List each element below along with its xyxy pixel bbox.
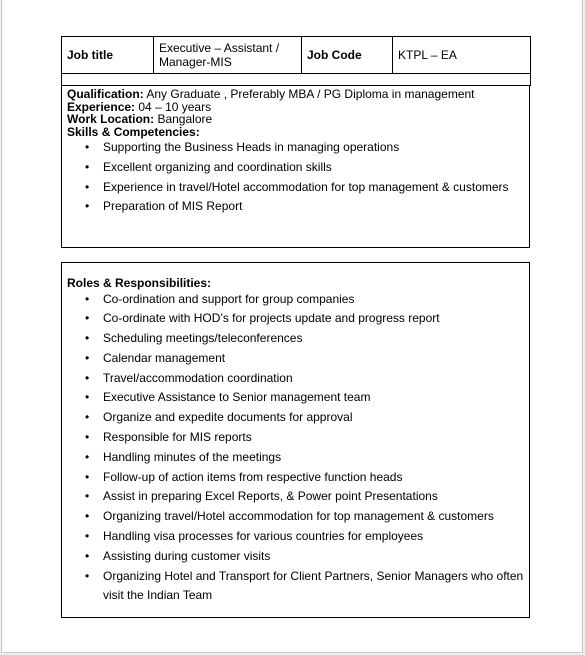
list-item: • Assist in preparing Excel Reports, & Power point Presentations: [67, 487, 524, 507]
job-title-label: Job title: [62, 37, 154, 74]
list-item: • Excellent organizing and coordination skills: [67, 158, 524, 178]
list-item: • Experience in travel/Hotel accommodation for top management & customers: [67, 178, 524, 198]
list-item: • Preparation of MIS Report: [67, 197, 524, 217]
job-title-value: Executive – Assistant / Manager-MIS: [154, 37, 302, 74]
skills-heading: Skills & Competencies:: [67, 124, 200, 139]
qualification-value: Any Graduate , Preferably MBA / PG Diploma in management: [143, 87, 475, 101]
roles-heading: Roles & Responsibilities:: [67, 276, 212, 290]
list-item: • Supporting the Business Heads in managing operations: [67, 138, 524, 158]
roles-section: [61, 262, 530, 618]
experience-label: Experience:: [67, 99, 136, 114]
qualification-label: Qualification:: [67, 87, 144, 101]
list-item: • Scheduling meetings/teleconferences: [67, 329, 524, 349]
header-spacer-row: [62, 74, 531, 86]
work-location-value: Bangalore: [154, 112, 213, 126]
job-code-label: Job Code: [302, 37, 393, 74]
list-item: • Handling minutes of the meetings: [67, 448, 524, 468]
document-page: [1, 0, 583, 653]
list-item: • Handling visa processes for various countries for employees: [67, 527, 524, 547]
roles-list: [67, 290, 524, 607]
list-item: • Organize and expedite documents for approval: [67, 408, 524, 428]
job-details-section: [61, 86, 530, 248]
list-item: • Responsible for MIS reports: [67, 428, 524, 448]
experience-value: 04 – 10 years: [135, 99, 212, 114]
list-item: • Calendar management: [67, 349, 524, 369]
work-location-line: [67, 113, 524, 126]
list-item: • Organizing travel/Hotel accommodation for top management & customers: [67, 507, 524, 527]
job-header-table: [61, 36, 531, 86]
list-item: • Travel/accommodation coordination: [67, 369, 524, 389]
list-item: • Co-ordination and support for group companies: [67, 290, 524, 310]
list-item: • Assisting during customer visits: [67, 547, 524, 567]
list-item: • Follow-up of action items from respective function heads: [67, 468, 524, 488]
list-item: • Co-ordinate with HOD’s for projects update and progress report: [67, 309, 524, 329]
list-item: • Executive Assistance to Senior management team: [67, 388, 524, 408]
list-item: • Organizing Hotel and Transport for Client Partners, Senior Managers who often visit the Indian Team: [67, 567, 524, 607]
job-header-row: [62, 37, 531, 74]
job-code-value: KTPL – EA: [393, 37, 531, 74]
skills-list: [67, 138, 524, 217]
work-location-label: Work Location:: [67, 112, 155, 126]
header-spacer-cell: [62, 74, 531, 86]
